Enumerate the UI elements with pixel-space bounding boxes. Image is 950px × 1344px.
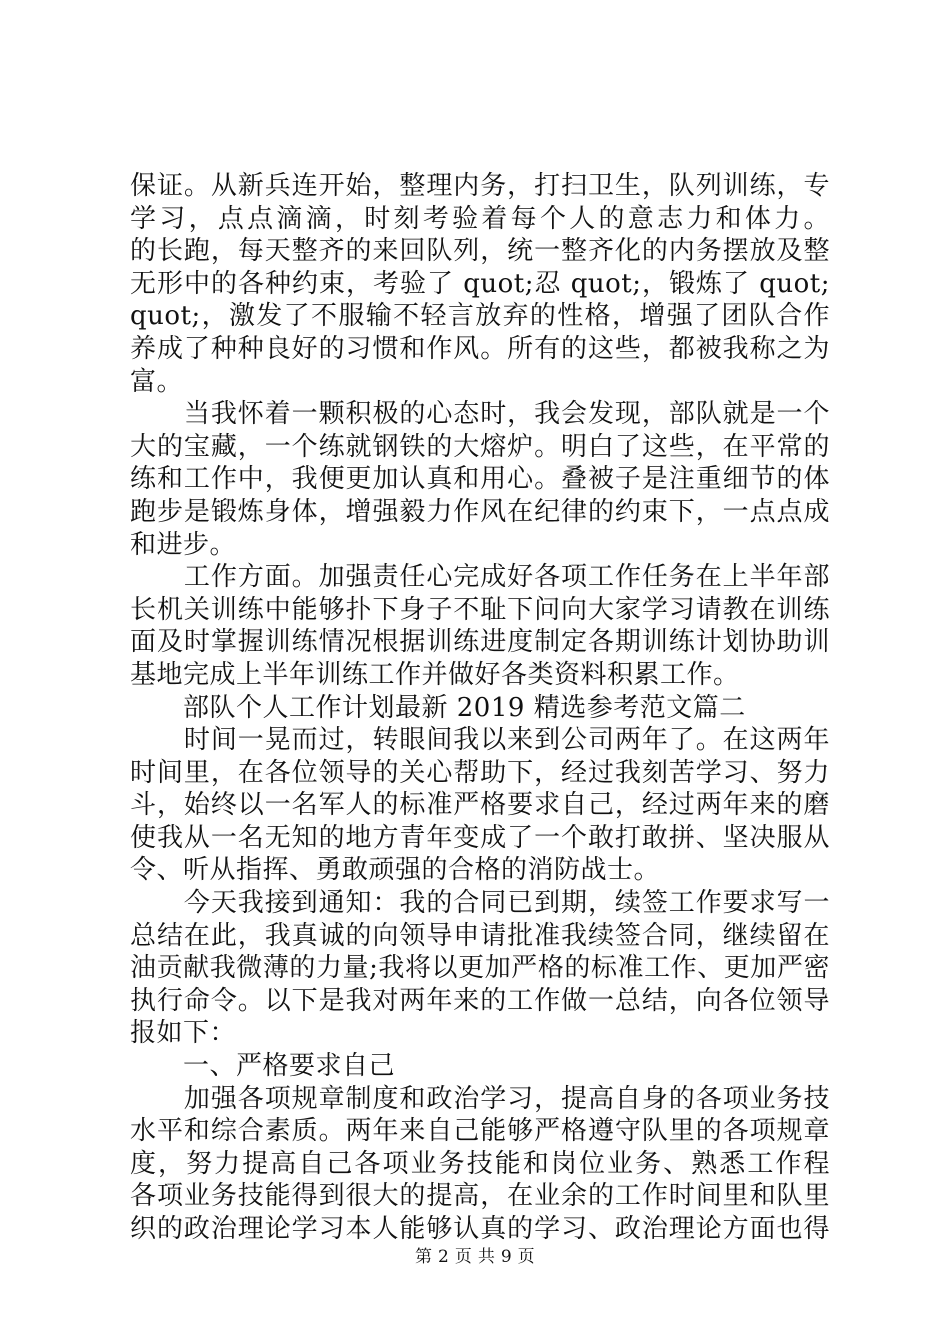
text-line: 度，努力提高自己各项业务技能和岗位业务、熟悉工作程 [130, 1148, 830, 1179]
text-line: 当我怀着一颗积极的心态时，我会发现，部队就是一个 [183, 399, 830, 430]
text-line: 织的政治理论学习本人能够认真的学习、政治理论方面也得 [130, 1214, 830, 1244]
text-line: 和进步。 [130, 529, 237, 560]
text-line: 各项业务技能得到很大的提高，在业余的工作时间里和队里 [130, 1181, 830, 1212]
text-line: 长机关训练中能够扑下身子不耻下问向大家学习请教在训练 [130, 594, 830, 625]
text-line: 养成了种种良好的习惯和作风。所有的这些，都被我称之为 [130, 333, 830, 364]
text-line: 加强各项规章制度和政治学习，提高自身的各项业务技 [183, 1083, 830, 1114]
text-line: 的长跑，每天整齐的来回队列，统一整齐化的内务摆放及整 [130, 236, 830, 267]
text-line: 保证。从新兵连开始，整理内务，打扫卫生，队列训练，专 [130, 171, 830, 201]
text-line: 富。 [130, 366, 184, 397]
text-line: 学习，点点滴滴，时刻考验着每个人的意志力和体力。 [130, 203, 830, 234]
document-body [130, 170, 830, 1246]
text-line: 练和工作中，我便更加认真和用心。叠被子是注重细节的体 [130, 464, 830, 495]
text-line: 时间里，在各位领导的关心帮助下，经过我刻苦学习、努力 [130, 757, 830, 788]
text-line: 时间一晃而过，转眼间我以来到公司两年了。在这两年 [183, 725, 830, 756]
text-line: 工作方面。加强责任心完成好各项工作任务在上半年部 [183, 562, 830, 593]
text-line: 无形中的各种约束，考验了 quot;忍 quot;，锻炼了 quot; [130, 268, 830, 299]
page-footer: 第 2 页 共 9 页 [415, 1247, 535, 1267]
text-line: 斗，始终以一名军人的标准严格要求自己，经过两年来的磨 [130, 790, 830, 821]
text-line: 总结在此，我真诚的向领导申请批准我续签合同，继续留在 [130, 920, 830, 951]
text-line: 执行命令。以下是我对两年来的工作做一总结，向各位领导 [130, 985, 830, 1016]
text-line: 今天我接到通知：我的合同已到期，续签工作要求写一 [183, 888, 830, 919]
text-line: 报如下： [130, 1018, 237, 1049]
text-line: 面及时掌握训练情况根据训练进度制定各期训练计划协助训 [130, 627, 830, 658]
text-line: 部队个人工作计划最新 2019 精选参考范文篇二 [130, 692, 746, 723]
text-line: 令、听从指挥、勇敢顽强的合格的消防战士。 [130, 855, 661, 886]
text-line: 水平和综合素质。两年来自己能够严格遵守队里的各项规章 [130, 1116, 830, 1147]
text-line: 油贡献我微薄的力量;我将以更加严格的标准工作、更加严密 [130, 953, 830, 984]
text-line: 使我从一名无知的地方青年变成了一个敢打敢拼、坚决服从 [130, 822, 830, 853]
text-line: 大的宝藏，一个练就钢铁的大熔炉。明白了这些，在平常的 [130, 431, 830, 462]
text-line: 跑步是锻炼身体，增强毅力作风在纪律的约束下，一点点成 [130, 496, 830, 527]
text-line: quot;，激发了不服输不轻言放弃的性格，增强了团队合作 [130, 301, 830, 332]
text-line: 一、严格要求自己 [130, 1051, 396, 1082]
text-line: 基地完成上半年训练工作并做好各类资料积累工作。 [130, 659, 740, 690]
